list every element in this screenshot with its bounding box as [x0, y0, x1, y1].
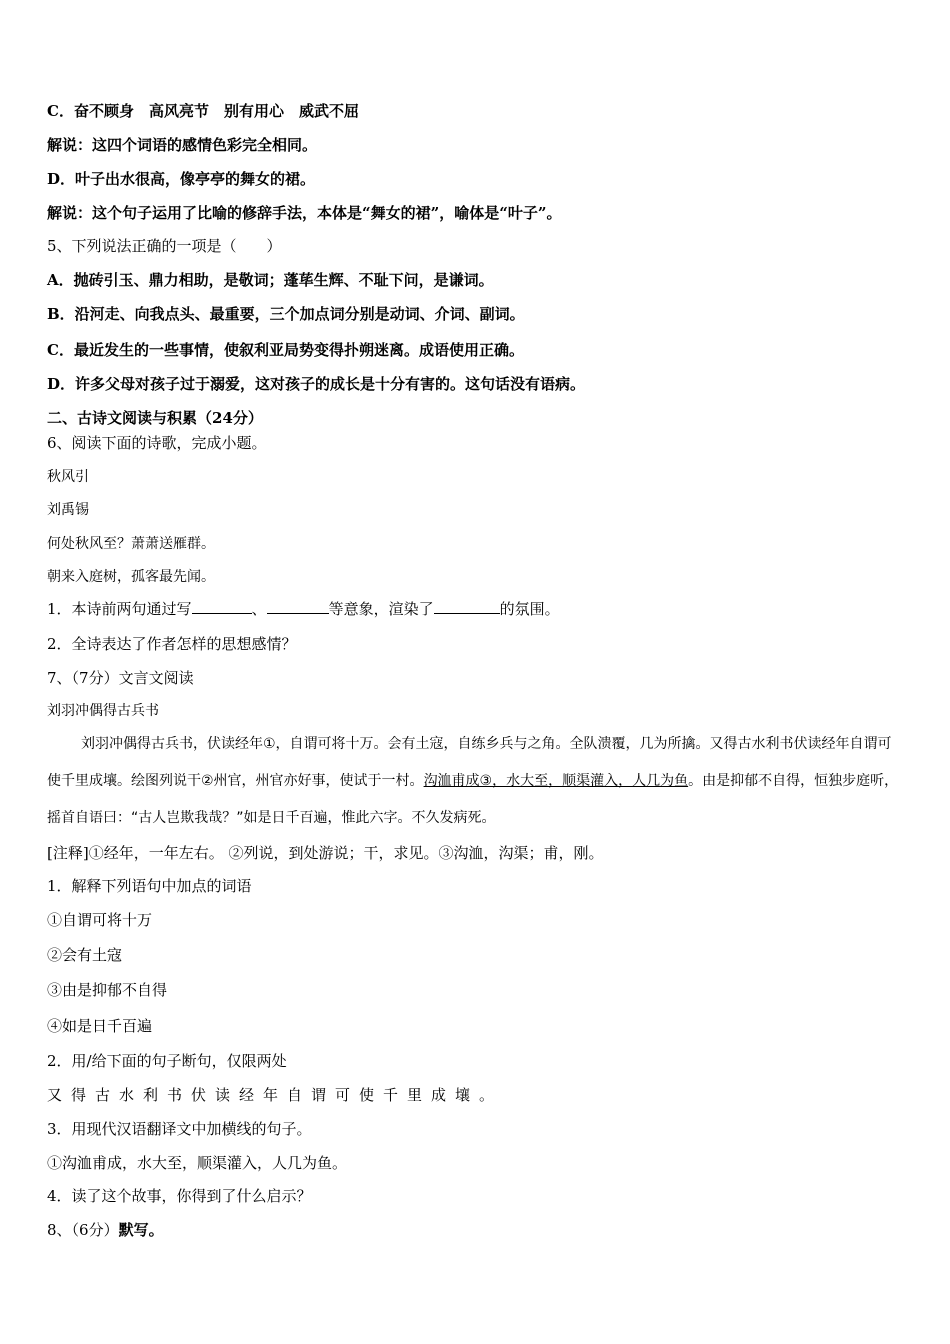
q7-sub-4: 4．读了这个故事，你得到了什么启示？	[47, 1187, 312, 1205]
section-heading: 二、古诗文阅读与积累（24分）	[47, 409, 263, 427]
q7-sub-1: 1．解释下列语句中加点的词语	[47, 877, 252, 895]
annotation-notes: [注释]①经年，一年左右。 ②列说，到处游说；干，求见。③沟洫，沟渠；甫，刚。	[47, 844, 604, 862]
poem-author: 刘禹锡	[47, 502, 89, 518]
q7-item: ④如是日千百遍	[47, 1017, 153, 1035]
question-8-number: 8、（6分）	[47, 1221, 119, 1239]
q7-item: ②会有土寇	[47, 946, 123, 964]
option-d-line: D．叶子出水很高，像亭亭的舞女的裙。	[47, 170, 316, 188]
q6-sub-2: 2．全诗表达了作者怎样的思想感情？	[47, 635, 297, 653]
q7-item: ①自谓可将十万	[47, 911, 153, 929]
q5-option-c: C．最近发生的一些事情，使叙利亚局势变得扑朔迷离。成语使用正确。	[47, 341, 524, 359]
q5-option-d: D．许多父母对孩子过于溺爱，这对孩子的成长是十分有害的。这句话没有语病。	[47, 375, 586, 393]
answer-blank[interactable]	[434, 599, 500, 614]
q5-option-b: B．沿河走、向我点头、最重要，三个加点词分别是动词、介词、副词。	[47, 305, 525, 323]
poem-line: 何处秋风至？萧萧送雁群。	[47, 536, 215, 552]
passage-part: 刘羽冲偶得古兵书，伏读经年①，自谓可将十万。会有土寇，自练乡兵与之角。全队溃覆，几为所擒。又得古水利书伏读经年自谓可使千里成壤。绘图列说干②州官，州官亦好事，使试于一村。	[47, 736, 892, 789]
passage-part: 。由是抑郁不自得，恒独步庭听，摇首自语曰：“古人岂欺我哉？”如是日千百遍，惟此六字。不久发病死。	[47, 773, 899, 826]
explanation-line: 解说：这四个词语的感情色彩完全相同。	[47, 136, 318, 154]
translation-sentence: ①沟洫甫成，水大至，顺渠灌入，人几为鱼。	[47, 1154, 348, 1172]
answer-blank[interactable]	[192, 599, 252, 614]
sentence-to-punctuate: 又得古水利书伏读经年自谓可使千里成壤。	[47, 1086, 504, 1104]
q5-option-a: A．抛砖引玉、鼎力相助，是敬词；蓬荜生辉、不耻下问，是谦词。	[47, 271, 494, 289]
q6-sub-1-text: 1．本诗前两句通过写	[47, 600, 192, 618]
passage-underlined-sentence: 沟洫甫成③，水大至，顺渠灌入，人几为鱼	[423, 773, 689, 789]
passage-text	[47, 726, 905, 837]
passage-title: 刘羽冲偶得古兵书	[47, 703, 159, 719]
question-7: 7、（7分）文言文阅读	[47, 669, 194, 687]
question-6: 6、阅读下面的诗歌，完成小题。	[47, 434, 267, 452]
poem-title: 秋风引	[47, 469, 89, 485]
q6-sub-1-text: 、	[251, 600, 267, 618]
question-8	[47, 1220, 164, 1240]
option-c-line: C．奋不顾身 高风亮节 别有用心 威武不屈	[47, 102, 359, 120]
q7-sub-3: 3．用现代汉语翻译文中加横线的句子。	[47, 1120, 312, 1138]
question-5: 5、下列说法正确的一项是（ ）	[47, 237, 282, 255]
poem-line: 朝来入庭树，孤客最先闻。	[47, 569, 215, 585]
answer-blank[interactable]	[267, 599, 329, 614]
q6-sub-1-text: 的氛围。	[499, 600, 560, 618]
question-8-label: 默写。	[118, 1221, 164, 1239]
explanation-line: 解说：这个句子运用了比喻的修辞手法，本体是“舞女的裙”，喻体是“叶子”。	[47, 204, 562, 222]
q6-sub-1-text: 等意象，渲染了	[328, 600, 434, 618]
q7-item: ③由是抑郁不自得	[47, 981, 168, 999]
q6-sub-1	[47, 599, 560, 619]
q7-sub-2: 2．用/给下面的句子断句，仅限两处	[47, 1052, 287, 1070]
